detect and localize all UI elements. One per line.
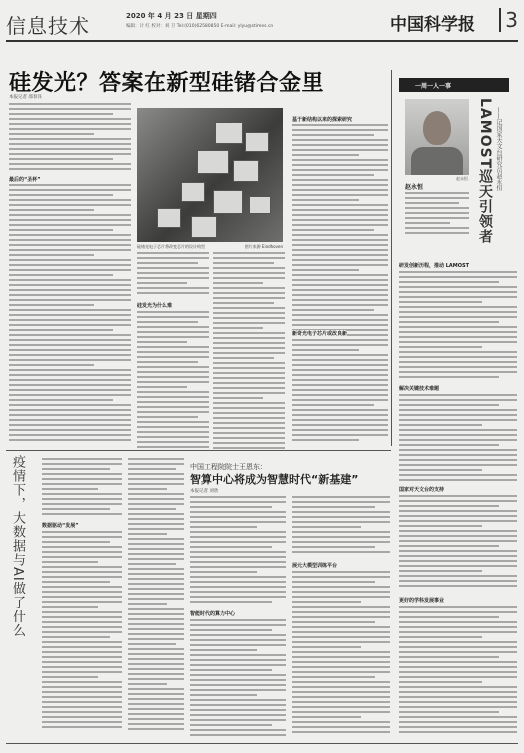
second-headline: 智算中心将成为智慧时代“新基建” — [190, 473, 359, 486]
editor-line: 编辑：计 红 校对：刘 卫 Tel:(010)62580850 E-mail: ylyu@stimes.cn — [126, 24, 274, 29]
column-tag-label: 一周一人一事 — [415, 83, 452, 90]
subhead: 解决关键技术难题 — [399, 386, 440, 392]
vertical-headline: 疫情下，大数据与AI做了什么 — [10, 455, 25, 638]
body-text-column — [292, 496, 390, 558]
lead-byline: 本报记者 邵春泽 — [9, 95, 42, 100]
subhead: 基于新结构以来的探索研究 — [292, 117, 353, 123]
body-text-column — [399, 271, 517, 383]
subhead: 展元大模型训练平台 — [292, 563, 338, 569]
body-text-column — [399, 606, 517, 740]
column-tag — [399, 78, 509, 92]
subhead: 新奇光电子芯片或改良新 — [292, 331, 348, 337]
body-text-column — [42, 458, 122, 520]
body-text-column — [190, 496, 286, 608]
body-text-column — [292, 124, 388, 450]
page-number: 3 — [499, 8, 518, 32]
body-text-column — [9, 184, 131, 444]
body-text-column — [213, 252, 285, 452]
body-text-column — [137, 311, 209, 451]
portrait-photo — [405, 99, 469, 175]
body-text-column — [128, 458, 184, 738]
photo-credit: 图片来源 Eindhoven — [244, 244, 283, 249]
portrait-caption: 赵永恒 — [456, 176, 468, 181]
profile-title: LAMOST巡天引领者 — [477, 98, 493, 245]
subhead: 数据驱动“发展” — [42, 523, 79, 529]
second-byline: 本报记者 刘欣 — [190, 489, 219, 494]
body-text-column — [9, 103, 131, 173]
subhead: 研发创新历程，推动 LAMOST — [399, 263, 470, 269]
body-text-column — [399, 394, 517, 484]
column-divider — [391, 70, 392, 446]
profile-name: 赵永恒 — [405, 184, 424, 191]
bottom-rule — [6, 743, 518, 744]
photo-caption-text: 硅锗光电子芯片将改变芯片的设计构型 — [137, 244, 205, 249]
profile-subtitle: ——记国家天文台研究员赵永恒 — [495, 107, 502, 191]
page-header — [6, 6, 518, 42]
subhead: 更好的学科发展事业 — [399, 598, 445, 604]
section-title: 信息技术 — [6, 14, 90, 38]
body-text-column — [292, 571, 390, 739]
subhead: 智能时代的算力中心 — [190, 611, 236, 617]
subhead: 最后的“圣杯” — [9, 177, 41, 183]
masthead-logo: 中国科学报 — [390, 15, 475, 35]
body-text-column — [42, 531, 122, 731]
chip-photo — [137, 108, 283, 242]
dateline: 2020 年 4 月 23 日 星期四 — [126, 12, 217, 20]
story-kicker: 中国工程院院士王恩东： — [190, 463, 267, 471]
bio-text — [405, 192, 469, 242]
body-text-column — [190, 619, 286, 739]
subhead: 硅发光为什么难 — [137, 303, 173, 309]
photo-caption — [137, 244, 283, 250]
subhead: 国家对天文台的支持 — [399, 487, 445, 493]
body-text-column — [137, 252, 209, 300]
section-divider — [6, 450, 391, 451]
lead-headline: 硅发光？答案在新型硅锗合金里 — [9, 71, 325, 96]
body-text-column — [399, 495, 517, 593]
